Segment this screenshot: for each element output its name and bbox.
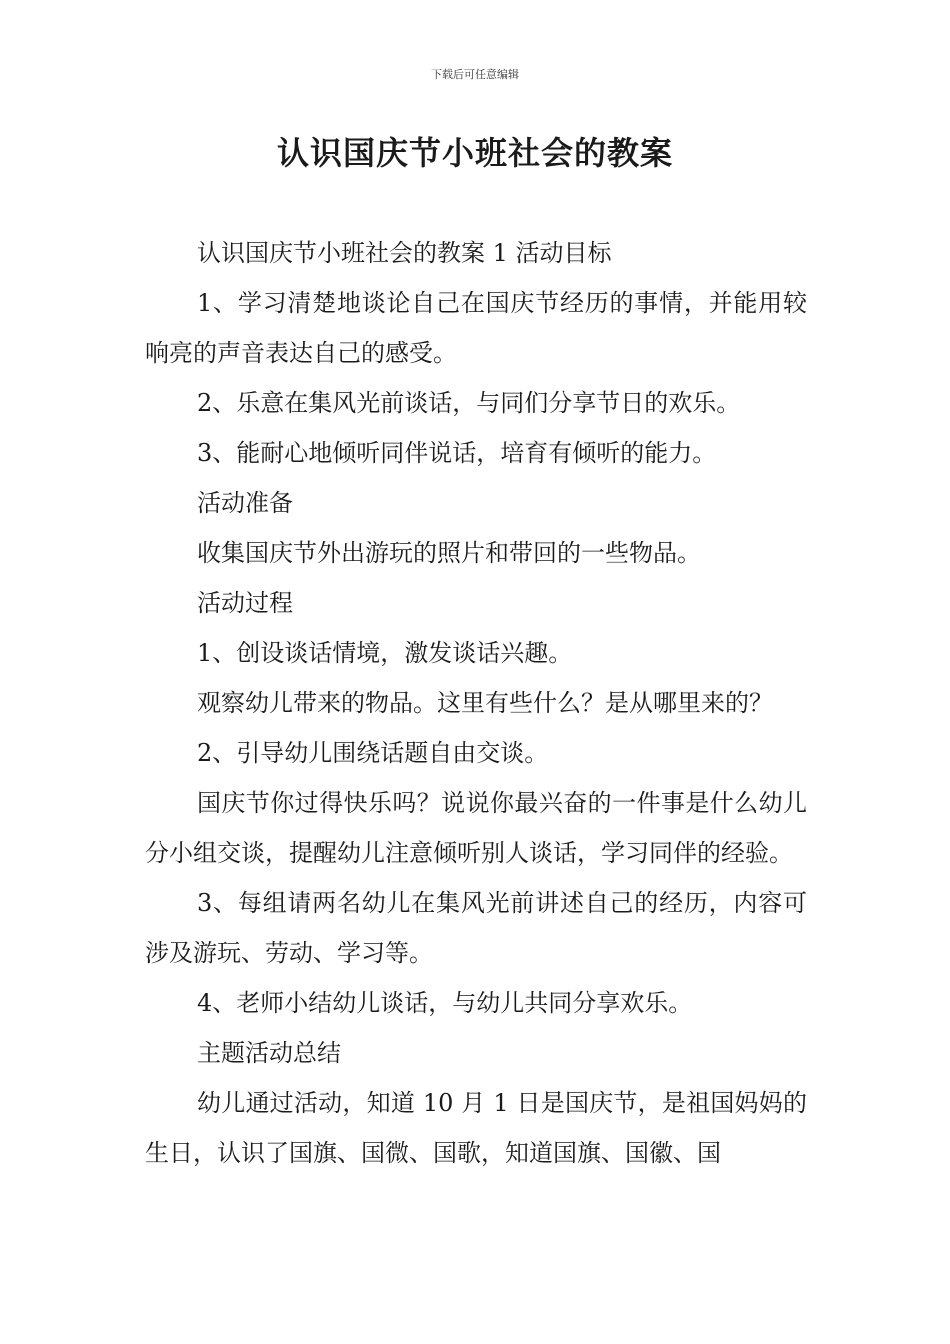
paragraph-goal-2: 2、乐意在集风光前谈话，与同们分享节日的欢乐。 <box>197 389 741 417</box>
paragraph-step-2: 2、引导幼儿围绕话题自由交谈。 <box>197 739 549 767</box>
paragraph-goal-3: 3、能耐心地倾听同伴说话，培育有倾听的能力。 <box>197 439 717 467</box>
paragraph-preparation: 收集国庆节外出游玩的照片和带回的一些物品。 <box>197 539 701 567</box>
paragraph-step-3: 3、每组请两名幼儿在集风光前讲述自己的经历，内容可涉及游玩、劳动、学习等。 <box>145 889 807 967</box>
paragraph-goal-1: 1、学习清楚地谈论自己在国庆节经历的事情，并能用较响亮的声音表达自己的感受。 <box>145 289 807 367</box>
paragraph-step-1-detail: 观察幼儿带来的物品。这里有些什么？是从哪里来的？ <box>197 689 773 717</box>
document-title: 认识国庆节小班社会的教案 <box>276 134 673 172</box>
paragraph-lesson-heading: 认识国庆节小班社会的教案 1 活动目标 <box>197 239 612 267</box>
paragraph-step-4: 4、老师小结幼儿谈话，与幼儿共同分享欢乐。 <box>197 989 693 1017</box>
paragraph-step-2-detail: 国庆节你过得快乐吗？说说你最兴奋的一件事是什么幼儿分小组交谈，提醒幼儿注意倾听别人谈话，学习同伴的经验。 <box>145 789 807 867</box>
header-note: 下载后可任意编辑 <box>431 68 519 81</box>
paragraph-summary: 幼儿通过活动，知道 10 月 1 日是国庆节，是祖国妈妈的生日，认识了国旗、国微、国歌，知道国旗、国徽、国 <box>145 1089 807 1167</box>
paragraph-step-1: 1、创设谈话情境，激发谈话兴趣。 <box>197 639 573 667</box>
section-heading-preparation: 活动准备 <box>197 489 293 517</box>
section-heading-process: 活动过程 <box>197 589 293 617</box>
section-heading-summary: 主题活动总结 <box>197 1039 341 1067</box>
document-body <box>145 228 807 1178</box>
